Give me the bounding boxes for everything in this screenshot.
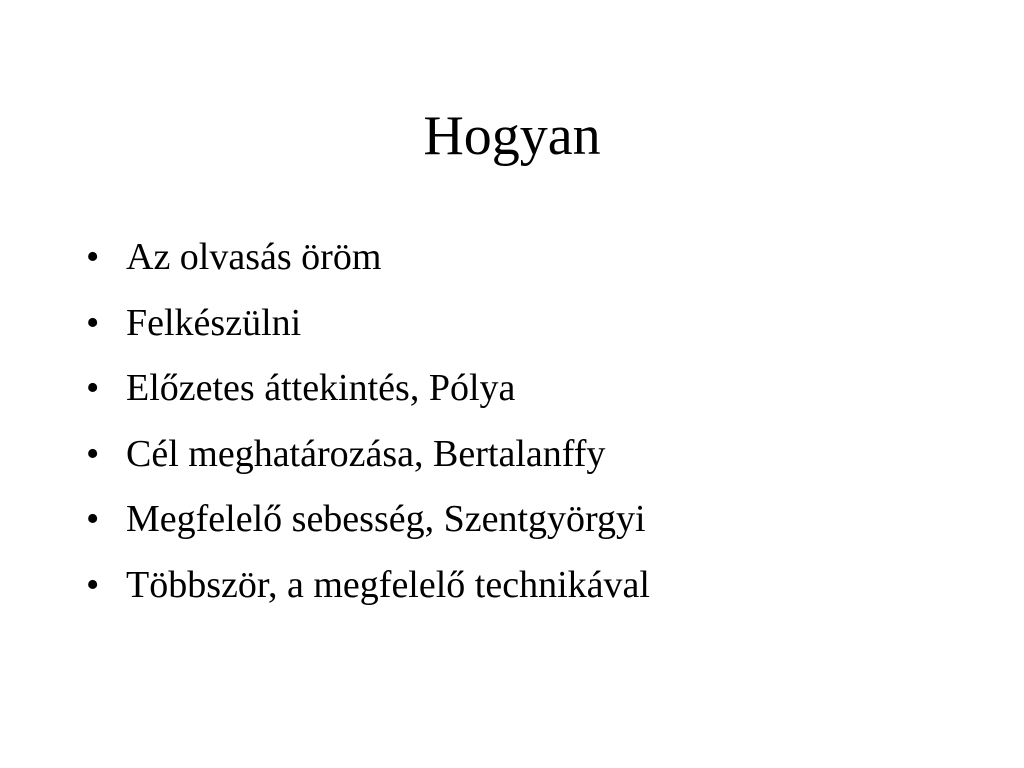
bullet-list <box>86 227 966 620</box>
bullet-icon: • <box>86 498 100 540</box>
bullet-icon: • <box>86 367 100 409</box>
bullet-icon: • <box>86 432 100 475</box>
bullet-text: Többször, a megfelelő technikával <box>126 563 650 606</box>
list-item <box>86 358 966 424</box>
bullet-text: Megfelelő sebesség, Szentgyörgyi <box>126 498 646 540</box>
list-item <box>86 555 966 621</box>
slide-title: Hogyan <box>423 105 601 167</box>
list-item <box>86 424 966 490</box>
list-item <box>86 489 966 555</box>
bullet-icon: • <box>86 301 100 344</box>
list-item <box>86 227 966 293</box>
bullet-icon: • <box>86 236 100 278</box>
bullet-text: Cél meghatározása, Bertalanffy <box>126 432 606 475</box>
list-item <box>86 293 966 359</box>
bullet-icon: • <box>86 563 100 606</box>
bullet-text: Előzetes áttekintés, Pólya <box>126 367 516 409</box>
bullet-text: Felkészülni <box>126 301 302 344</box>
bullet-text: Az olvasás öröm <box>126 236 382 278</box>
